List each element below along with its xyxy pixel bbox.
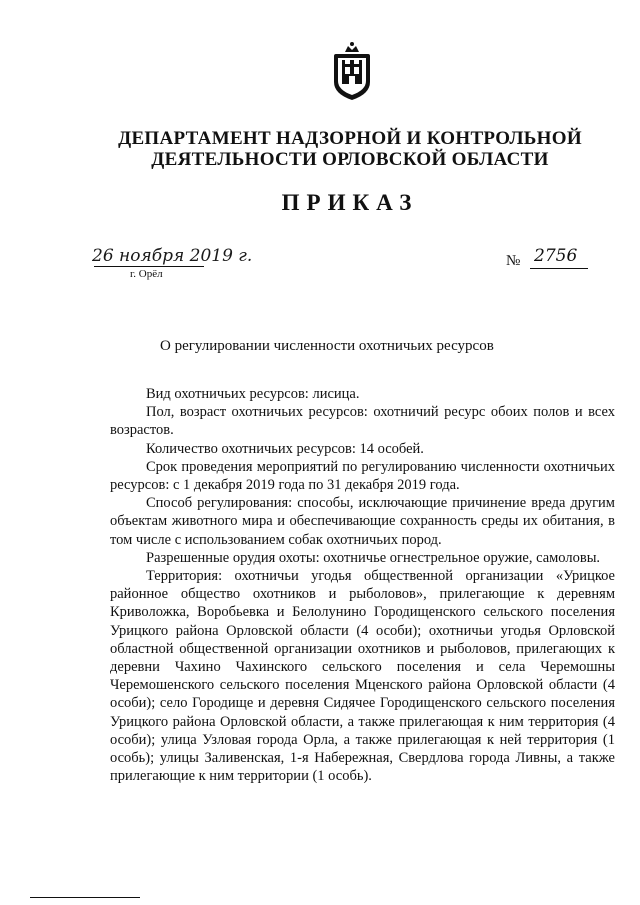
paragraph-resource-type: Вид охотничьих ресурсов: лисица.	[146, 386, 360, 402]
city-label: г. Орёл	[130, 268, 163, 280]
paragraph-period: Срок проведения мероприятий по регулированию численности охотничьих ресурсов: с 1 декабря 2019 года по 31 декабря 2019 года.	[110, 458, 615, 494]
department-name-line1: ДЕПАРТАМЕНТ НАДЗОРНОЙ И КОНТРОЛЬНОЙ	[118, 128, 582, 149]
document-body	[110, 385, 615, 785]
document-title: ПРИКАЗ	[281, 190, 419, 215]
footer-rule	[30, 897, 140, 898]
paragraph-territory: Территория: охотничьи угодья общественной организации «Урицкое районное общество охотников и рыболовов», прилегающие к деревням Криволожка, Воробьевка и Белолунино Городищенского сельского поселения Урицкого района Орловской области (4 особи); охотничьи угодья Орловской областной общественной организации охотников и рыболовов, прилегающих к деревни Чахино Чахинского сельского поселения и села Черемошны Черемошенского сельского поселения Мценского района Орловской области (4 особи); село Городище и деревня Сидячее Городищенского сельского поселения Урицкого района Орловской области, а также прилегающая к ним территория (4 особи); улица Узловая города Орла, а также прилегающая к ней территория (1 особь); улицы Заливенская, 1-я Набережная, Свердлова города Ливны, а также прилегающие к ним территории (1 особь).	[110, 568, 615, 785]
coat-of-arms-icon	[328, 38, 376, 102]
number-underline	[530, 268, 588, 269]
handwritten-number: 2756	[534, 246, 578, 266]
number-label: №	[506, 253, 521, 269]
department-name	[60, 128, 640, 170]
paragraph-tools: Разрешенные орудия охоты: охотничье огнестрельное оружие, самоловы.	[146, 549, 601, 566]
paragraph-sex-age: Пол, возраст охотничьих ресурсов: охотничий ресурс обоих полов и всех возрастов.	[110, 404, 615, 439]
paragraph-method: Способ регулирования: способы, исключающие причинение вреда другим объектам животного мира и обеспечивающие сохранность среды их обитания, в том числе с использованием собак охотничьих пород.	[110, 495, 615, 548]
paragraph-quantity: Количество охотничьих ресурсов: 14 особей.	[146, 440, 424, 457]
document-subject: О регулировании численности охотничьих ресурсов	[160, 338, 494, 354]
handwritten-date: 26 ноября 2019 г.	[92, 246, 253, 266]
date-underline	[94, 266, 204, 267]
department-name-line2: ДЕЯТЕЛЬНОСТИ ОРЛОВСКОЙ ОБЛАСТИ	[151, 149, 549, 170]
